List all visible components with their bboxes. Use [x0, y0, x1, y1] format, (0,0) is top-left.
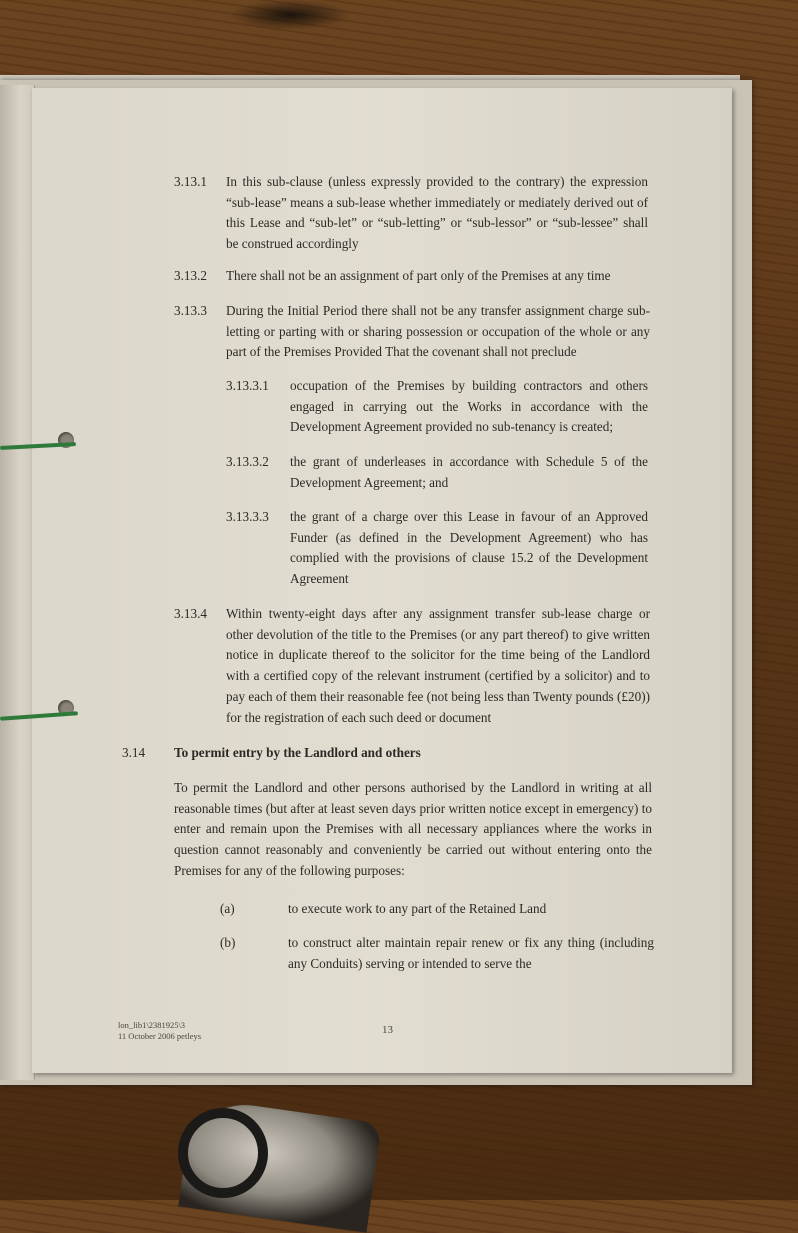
page-number: 13 [382, 1024, 393, 1036]
section-text: To permit the Landlord and other persons authorised by the Landlord in writing at all reasonable times (but after at least seven days prior written notice except in emergency) to enter and remain upon the Premises with all necessary appliances where the works in question cannot reasonably and conveniently be carried out without entering onto the Premises for any of the following purposes: [174, 780, 652, 878]
clause-number: 3.13.2 [174, 268, 207, 283]
clause-text: Within twenty-eight days after any assignment transfer sub-lease charge or other devolution of the title to the Premises (or any part thereof) to give written notice in duplicate thereof to the solicitor for the time being of the Landlord with a certified copy of the relevant instrument (certified by a solicitor) and to pay each of them their reasonable fee (not being less than Twenty pounds (£20)) for the registration of each such deed or document [226, 606, 650, 725]
clause-text: In this sub-clause (unless expressly provided to the contrary) the expression “sub-lease” means a sub-lease whether immediately or mediately derived out of this Lease and “sub-let” or “sub-letting” or “sub-lessor” or “sub-lessee” shall be construed accordingly [226, 174, 648, 252]
subclause-text: the grant of a charge over this Lease in favour of an Approved Funder (as defined in the Development Agreement) who has complied with the provisions of clause 15.2 of the Development Agreement [290, 509, 648, 587]
top-shadow [230, 0, 350, 30]
document-page [32, 88, 732, 1073]
subclause-number: 3.13.3.3 [226, 509, 269, 524]
item-label: (b) [220, 935, 236, 950]
subclause-text: occupation of the Premises by building contractors and others engaged in carrying out the Works in accordance with the Development Agreement provided no sub-tenancy is created; [290, 378, 648, 435]
clause-number: 3.13.3 [174, 303, 207, 318]
subclause-text: the grant of underleases in accordance with Schedule 5 of the Development Agreement; and [290, 454, 648, 490]
clause-number: 3.13.4 [174, 606, 207, 621]
footer-reference: lon_lib1\2381925\3 [118, 1020, 186, 1030]
section-number: 3.14 [122, 745, 146, 760]
binder-spine [0, 85, 35, 1080]
footer-date: 11 October 2006 petleys [118, 1031, 202, 1041]
item-text: to construct alter maintain repair renew or fix any thing (including any Conduits) serving or intended to serve the [288, 935, 654, 971]
subclause-number: 3.13.3.2 [226, 454, 269, 469]
section-heading: To permit entry by the Landlord and others [174, 745, 421, 760]
subclause-number: 3.13.3.1 [226, 378, 269, 393]
clause-text: There shall not be an assignment of part only of the Premises at any time [226, 268, 611, 283]
clause-number: 3.13.1 [174, 174, 207, 189]
clause-text: During the Initial Period there shall not be any transfer assignment charge sub-letting or parting with or sharing possession or occupation of the whole or any part of the Premises Provided That the covenant shall not preclude [226, 303, 650, 360]
item-label: (a) [220, 901, 235, 916]
item-text: to execute work to any part of the Retained Land [288, 901, 547, 916]
pen-ring [178, 1108, 268, 1198]
